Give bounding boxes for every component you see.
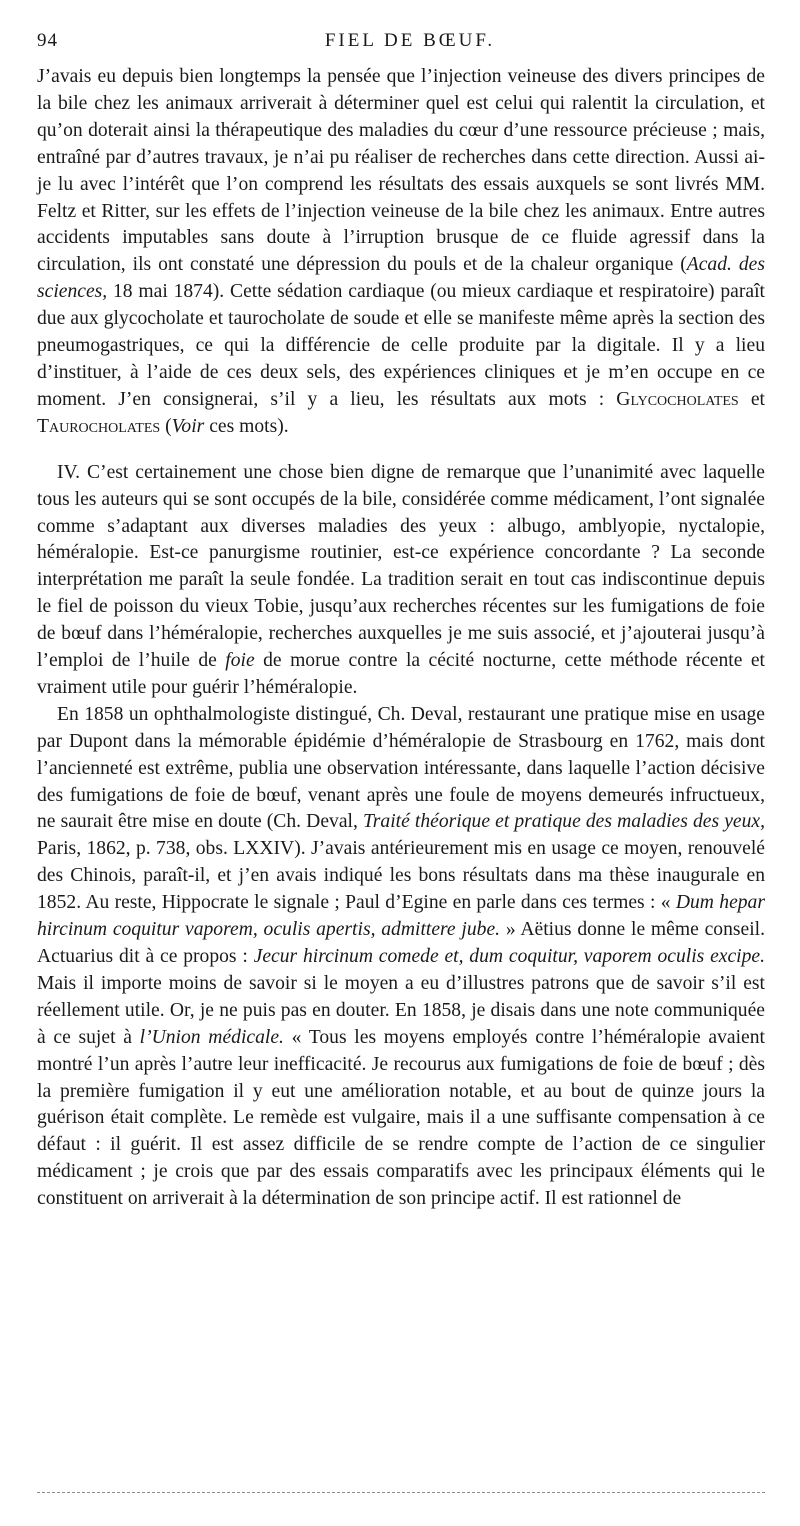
running-head [37, 26, 765, 50]
page-number: 94 [37, 30, 58, 51]
running-title: FIEL DE BŒUF. [324, 30, 496, 51]
paragraph-fumigations: En 1858 un ophthalmologiste distingué, Ch. Deval, restaurant une pratique mise en usage par Dupont dans la mémorable épidémie d’héméralopie de Strasbourg en 1762, mais dont l’ancienneté est extrême, publia une observation intéressante, dans laquelle l’action décisive des fumigations de foie de bœuf, venant après une foule de moyens demeurés infructueux, ne saurait être mise en doute (Ch. Deval, Traité théorique et pratique des maladies des yeux, Paris, 1862, p. 738, obs. LXXIV). J’avais antérieurement mis en usage ce moyen, renouvelé des Chinois, paraît-il, et j’en avais indiqué les bons résultats dans ma thèse inaugurale en 1852. Au reste, Hippocrate le signale ; Paul d’Egine en parle dans ces termes : « Dum hepar hircinum coquitur vaporem, oculis apertis, admittere jube. » Aëtius donne le même conseil. Actuarius dit à ce propos : Jecur hircinum comede et, dum coquitur, vaporem oculis excipe. Mais il importe moins de savoir si le moyen a eu d’illustres patrons que de savoir s’il est réellement utile. Or, je ne puis pas en douter. En 1858, je disais dans une note communiquée à ce sujet à l’Union médicale. « Tous les moyens employés contre l’héméralopie avaient montré l’un après l’autre leur inefficacité. Je recourus aux fumigations de foie de bœuf ; dès la première fumigation il y eut une amélioration notable, et au bout de quinze jours la guérison était complète. Le remède est vulgaire, mais il a une suffisante compensation à ce défaut : il guérit. Il est assez difficile de se rendre compte de l’action de ce singulier médicament ; je crois que par des essais comparatifs avec les principaux éléments qui le constituent on arriverait à la détermination de son principe actif. Il est rationnel de [37, 703, 766, 1210]
page-bottom-rule [37, 1492, 765, 1493]
body-text [37, 64, 765, 1213]
book-page [37, 26, 765, 1213]
paragraph-bile-injection: J’avais eu depuis bien longtemps la pensée que l’injection veineuse des divers principes de la bile chez les animaux arriverait à déterminer quel est celui qui ralentit la circulation, et qu’on doterait ainsi la thérapeutique des maladies du cœur d’une ressource précieuse ; mais, entraîné par d’autres travaux, je n’ai pu réaliser de recherches dans cette direction. Aussi ai-je lu avec l’intérêt que l’on comprend les résultats des essais auxquels se sont livrés MM. Feltz et Ritter, sur les effets de l’injection veineuse de la bile chez les animaux. Entre autres accidents imputables sans doute à l’irruption brusque de ce fluide agressif dans la circulation, ils ont constaté une dépression du pouls et de la chaleur organique (Acad. des sciences, 18 mai 1874). Cette sédation cardiaque (ou mieux cardiaque et respiratoire) paraît due aux glycocholate et taurocholate de soude et elle se manifeste même après la section des pneumogastriques, ce qui la différencie de celle produite par la digitale. Il y a lieu d’instituer, à l’aide de ces deux sels, des expériences cliniques et je m’en occupe en ce moment. J’en consignerai, s’il y a lieu, les résultats aux mots : Glycocholates et Taurocholates (Voir ces mots). [37, 66, 765, 437]
paragraph-eye-diseases: IV. C’est certainement une chose bien digne de remarque que l’unanimité avec laquelle tous les auteurs qui se sont occupés de la bile, considérée comme médicament, l’ont signalée comme s’adaptant aux diverses maladies des yeux : albugo, amblyopie, nyctalopie, héméralopie. Est-ce panurgisme routinier, est-ce expérience concordante ? La seconde interprétation me paraît la seule fondée. La tradition serait en tout cas indiscontinue depuis le fiel de poisson du vieux Tobie, jusqu’aux recherches récentes sur les fumigations de foie de bœuf dans l’héméralopie, recherches auxquelles je me suis associé, et j’ajouterai jusqu’à l’emploi de l’huile de foie de morue contre la cécité nocturne, cette méthode récente et vraiment utile pour guérir l’héméralopie. [37, 461, 766, 698]
